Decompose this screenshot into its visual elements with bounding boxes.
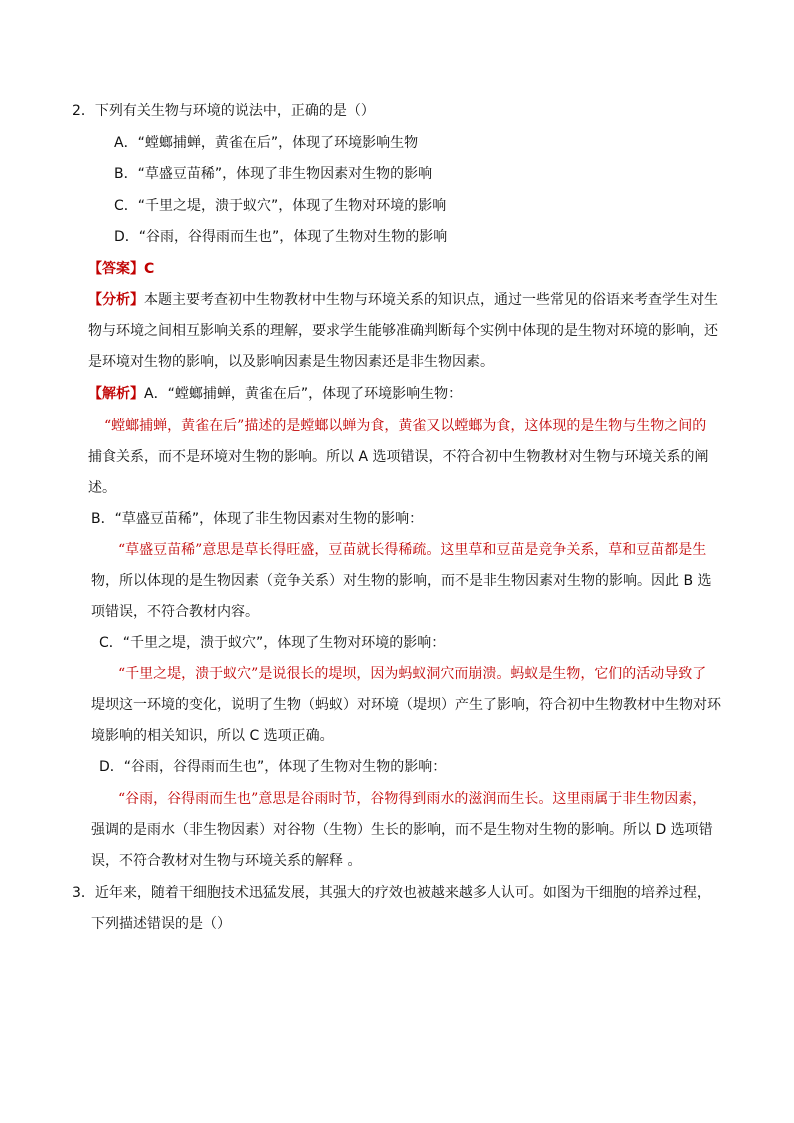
analysis-line-2: 物与环境之间相互影响关系的理解，要求学生能够准确判断每个实例中体现的是生物对环境的影响，还 — [88, 323, 718, 339]
explain-tag: 【解析】 — [88, 386, 144, 402]
explain-b-line-2: 物，所以体现的是生物因素（竞争关系）对生物的影响，而不是非生物因素对生物的影响。因此 B 选 — [91, 573, 712, 589]
question-3-stem-line-1 — [72, 883, 711, 903]
question-3-number: 3． — [72, 885, 95, 901]
explain-b-head: B．“草盛豆苗稀”，体现了非生物因素对生物的影响： — [91, 511, 424, 527]
question-3-stem-1: 近年来，随着干细胞技术迅猛发展，其强大的疗效也被越来越多人认可。如图为干细胞的培养过程， — [94, 885, 711, 901]
explain-d-line-1: “谷雨，谷得雨而生也”意思是谷雨时节，谷物得到雨水的滋润而生长。这里雨属于非生物因素， — [118, 791, 707, 807]
analysis-text-1: 本题主要考查初中生物教材中生物与环境关系的知识点，通过一些常见的俗语来考查学生对生 — [144, 292, 718, 308]
question-2-stem-line — [72, 101, 375, 121]
explain-a-head: A．“螳螂捕蝉，黄雀在后”，体现了环境影响生物： — [144, 386, 463, 402]
question-2-number: 2． — [72, 103, 95, 119]
explain-c-line-2: 堤坝这一环境的变化，说明了生物（蚂蚁）对环境（堤坝）产生了影响，符合初中生物教材中生物对环 — [91, 697, 721, 713]
answer-tag: 【答案】 — [88, 261, 144, 277]
analysis-line-1 — [88, 290, 718, 310]
explain-d-line-3: 误，不符合教材对生物与环境关系的解释 。 — [91, 853, 362, 869]
analysis-tag: 【分析】 — [88, 292, 144, 308]
explain-d-head: D．“谷雨，谷得雨而生也”，体现了生物对生物的影响： — [99, 759, 447, 775]
explain-b-line-3: 项错误，不符合教材内容。 — [91, 604, 259, 620]
question-2-option-a: A．“螳螂捕蝉，黄雀在后”，体现了环境影响生物 — [114, 135, 419, 151]
explain-d-line-2: 强调的是雨水（非生物因素）对谷物（生物）生长的影响，而不是生物对生物的影响。所以 D 选项错 — [91, 822, 713, 838]
question-2-option-d: D．“谷雨，谷得雨而生也”，体现了生物对生物的影响 — [114, 229, 448, 245]
question-2-option-c: C．“千里之堤，溃于蚁穴”，体现了生物对环境的影响 — [114, 198, 447, 214]
answer-line — [88, 259, 154, 279]
explain-a-head-line — [88, 384, 462, 404]
explain-b-line-1: “草盛豆苗稀”意思是草长得旺盛，豆苗就长得稀疏。这里草和豆苗是竞争关系，草和豆苗都是生 — [118, 542, 707, 558]
explain-a-line-3: 述。 — [88, 480, 116, 496]
explain-c-line-1: “千里之堤，溃于蚁穴”是说很长的堤坝，因为蚂蚁洞穴而崩溃。蚂蚁是生物，它们的活动导致了 — [118, 666, 707, 682]
answer-value: C — [144, 261, 155, 277]
explain-a-line-2: 捕食关系，而不是环境对生物的影响。所以 A 选项错误，不符合初中生物教材对生物与环境关系的阐 — [88, 449, 709, 465]
analysis-line-3: 是环境对生物的影响，以及影响因素是生物因素还是非生物因素。 — [88, 354, 494, 370]
question-2-stem: 下列有关生物与环境的说法中，正确的是（） — [94, 103, 375, 119]
question-3-stem-line-2: 下列描述错误的是（） — [91, 916, 231, 932]
explain-c-line-3: 境影响的相关知识，所以 C 选项正确。 — [91, 728, 334, 744]
explain-c-head: C．“千里之堤，溃于蚁穴”，体现了生物对环境的影响： — [99, 635, 446, 651]
explain-a-line-1: “螳螂捕蝉，黄雀在后”描述的是螳螂以蝉为食，黄雀又以螳螂为食，这体现的是生物与生物之间的 — [104, 418, 707, 434]
question-2-option-b: B．“草盛豆苗稀”，体现了非生物因素对生物的影响 — [114, 166, 433, 182]
